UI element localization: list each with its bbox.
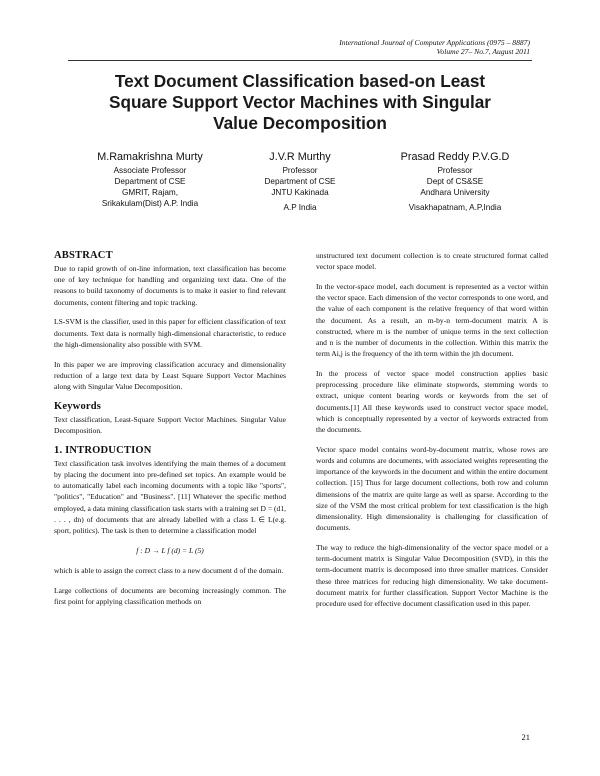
right-column	[316, 250, 548, 618]
keywords-heading: Keywords	[54, 400, 102, 412]
author-location: Visakhapatnam, A.P,India	[408, 203, 502, 212]
title-line: Text Document Classification based-on Least	[114, 71, 486, 91]
body-paragraph: unstructured text document collection is to create structured format called vector space model.	[316, 251, 548, 272]
body-paragraph: In the vector-space model, each document is represented as a vector within the vector space. Each dimension of the vector corresponds to one word, and the value of each component is the relative frequency of that word within the document. As a result, an m-by-n term-document matrix A is constructed, where m is the number of unique terms in the text collection and n is the number of documents in the collection. Within this matrix the term Ai,j is the frequency of the ith term within the jth document.	[316, 282, 548, 359]
intro-paragraph: Large collections of documents are becoming increasingly common. The first point for applying classification methods on	[54, 585, 286, 607]
author-location: A.P India	[283, 203, 317, 212]
journal-header	[339, 38, 530, 56]
author-name: Prasad Reddy P.V.G.D	[400, 151, 510, 163]
author-role: Professor	[282, 166, 318, 175]
author-role: Professor	[437, 166, 473, 175]
intro-paragraph: Text classification task involves identifying the main themes of a document by placing the document into pre-defined set topics. An example would be to automatically label each incoming documents with a topic like "sports", "politics", "Education" and "Business". [11] Whatever the specific method employed, a data mining classification task starts with a training set D = (d1, . . . , dn) of documents that are already labelled with a class L ∈ L(e.g. sport, politics). The task is then to determine a classification model	[54, 458, 286, 536]
body-paragraph: In the process of vector space model construction applies basic preprocessing procedure like eliminate stopwords, stemming words to extract, unique content bearing words or keywords from the set of documents.[1] All these keywords used to construct vector space model, which is conceptually represented by a vector of keywords extracted from the documents.	[316, 369, 548, 435]
author-role: Associate Professor	[113, 166, 187, 175]
abstract-paragraph: Due to rapid growth of on-line information, text classification has become one of key technique for handling and organizing text data. One of the reasons to build taxonomy of documents is to make it easier to find relevant documents, content filtering and topic tracking.	[54, 264, 286, 307]
title-line: Square Support Vector Machines with Singular	[108, 92, 491, 112]
author-name: J.V.R Murthy	[269, 151, 331, 163]
header-rule	[68, 60, 532, 61]
intro-heading: 1. INTRODUCTION	[54, 444, 152, 456]
author-inst: GMRIT, Rajam,	[122, 188, 178, 197]
author-block-3	[380, 151, 530, 213]
author-location: Srikakulam(Dist) A.P. India	[101, 199, 199, 208]
abstract-paragraph: LS-SVM is the classifier, used in this paper for efficient classification of text documents. Text data is normally high-dimensional characteristic, to reduce the high-dimensionality also possible with SVM.	[54, 317, 286, 349]
journal-volume: Volume 27– No.7, August 2011	[436, 47, 530, 56]
author-inst: JNTU Kakinada	[271, 188, 329, 197]
author-dept: Dept of CS&SE	[426, 177, 484, 186]
author-name: M.Ramakrishna Murty	[97, 151, 203, 163]
author-dept: Department of CSE	[114, 177, 186, 186]
body-paragraph: The way to reduce the high-dimensionality of the vector space model or a term-document matrix is Singular Value Decomposition (SVD), in this the term-document matrix is decomposed into three smaller matrices. Consider these three matrices for reducing high dimensionality. We take document-document matrix for further classification. Support Vector Machine is the procedure used for effective document classification used in this paper.	[316, 543, 548, 609]
equation: f : D → L f (d) = L (5)	[136, 545, 204, 555]
keywords-text: Text classification, Least-Square Support Vector Machines. Singular Value Decomposition.	[54, 414, 286, 436]
author-inst: Andhara University	[420, 188, 490, 197]
intro-paragraph: which is able to assign the correct class to a new document d of the domain.	[54, 566, 284, 576]
abstract-paragraph: In this paper we are improving classification accuracy and dimensionality reduction of a large text data by Least Square Support Vector Machines along with Singular Value Decomposition.	[54, 359, 286, 392]
body-paragraph: Vector space model contains word-by-document matrix, whose rows are words and columns are documents, with associated weights representing the importance of the keywords in the document and within the entire document collection. [15] Thus for large document collections, both row and column dimensions of the matrix are quite large as well as sparse. According to the size of the VSM the most critical problem for text classification is the high dimensionality. High dimensionality is challenging for classification of documents.	[316, 444, 548, 533]
author-block-1	[60, 151, 240, 209]
left-column	[54, 250, 286, 616]
title-line: Value Decomposition	[213, 113, 387, 133]
paper-title	[80, 71, 520, 134]
page-number: 21	[521, 732, 530, 742]
author-block-2	[235, 151, 365, 213]
author-dept: Department of CSE	[264, 177, 336, 186]
abstract-heading: ABSTRACT	[54, 250, 113, 261]
journal-name: International Journal of Computer Applications (0975 – 8887)	[339, 38, 530, 47]
